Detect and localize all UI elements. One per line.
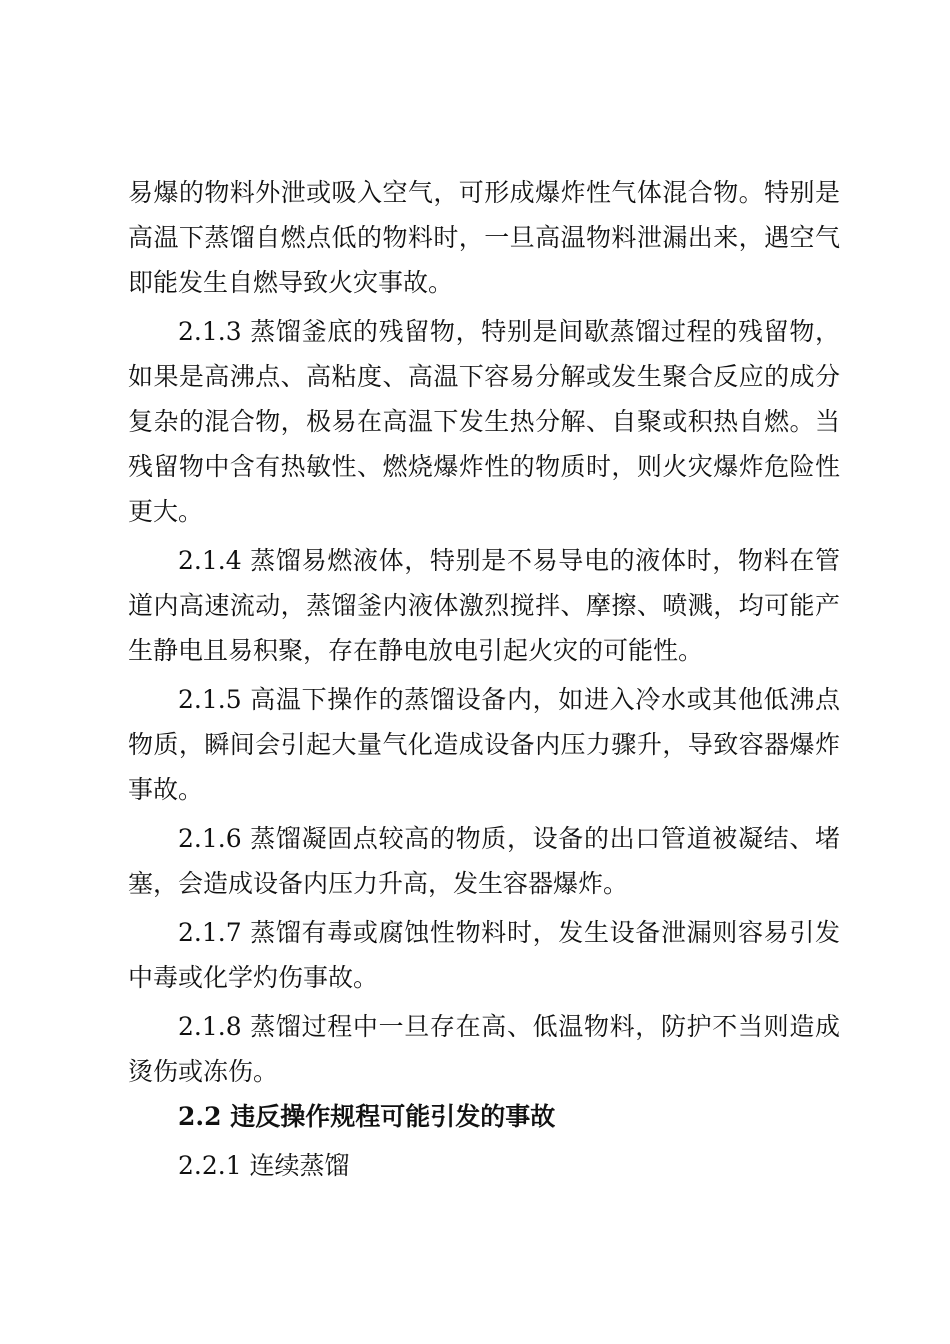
- section-heading-2-2: 2.2 违反操作规程可能引发的事故: [178, 1102, 556, 1131]
- paragraph-2-1-5: 2.1.5 高温下操作的蒸馏设备内，如进入冷水或其他低沸点物质，瞬间会引起大量气化造成设备内压力骤升，导致容器爆炸事故。: [128, 685, 840, 804]
- document-page: [128, 170, 840, 1188]
- paragraph-2-1-6: 2.1.6 蒸馏凝固点较高的物质，设备的出口管道被凝结、堵塞，会造成设备内压力升高，发生容器爆炸。: [128, 824, 840, 898]
- paragraph-2-1-4: 2.1.4 蒸馏易燃液体，特别是不易导电的液体时，物料在管道内高速流动，蒸馏釜内液体激烈搅拌、摩擦、喷溅，均可能产生静电且易积聚，存在静电放电引起火灾的可能性。: [128, 546, 840, 665]
- paragraph-2-1-8: 2.1.8 蒸馏过程中一旦存在高、低温物料，防护不当则造成烫伤或冻伤。: [128, 1012, 840, 1086]
- paragraph-2-1-7: 2.1.7 蒸馏有毒或腐蚀性物料时，发生设备泄漏则容易引发中毒或化学灼伤事故。: [128, 918, 840, 992]
- subsection-heading-2-2-1: 2.2.1 连续蒸馏: [178, 1151, 350, 1180]
- paragraph-2-1-3: 2.1.3 蒸馏釜底的残留物，特别是间歇蒸馏过程的残留物，如果是高沸点、高粘度、高温下容易分解或发生聚合反应的成分复杂的混合物，极易在高温下发生热分解、自聚或积热自燃。当残留物中含有热敏性、燃烧爆炸性的物质时，则火灾爆炸危险性更大。: [128, 317, 840, 526]
- paragraph-continuation: 易爆的物料外泄或吸入空气，可形成爆炸性气体混合物。特别是高温下蒸馏自燃点低的物料时，一旦高温物料泄漏出来，遇空气即能发生自燃导致火灾事故。: [128, 178, 840, 297]
